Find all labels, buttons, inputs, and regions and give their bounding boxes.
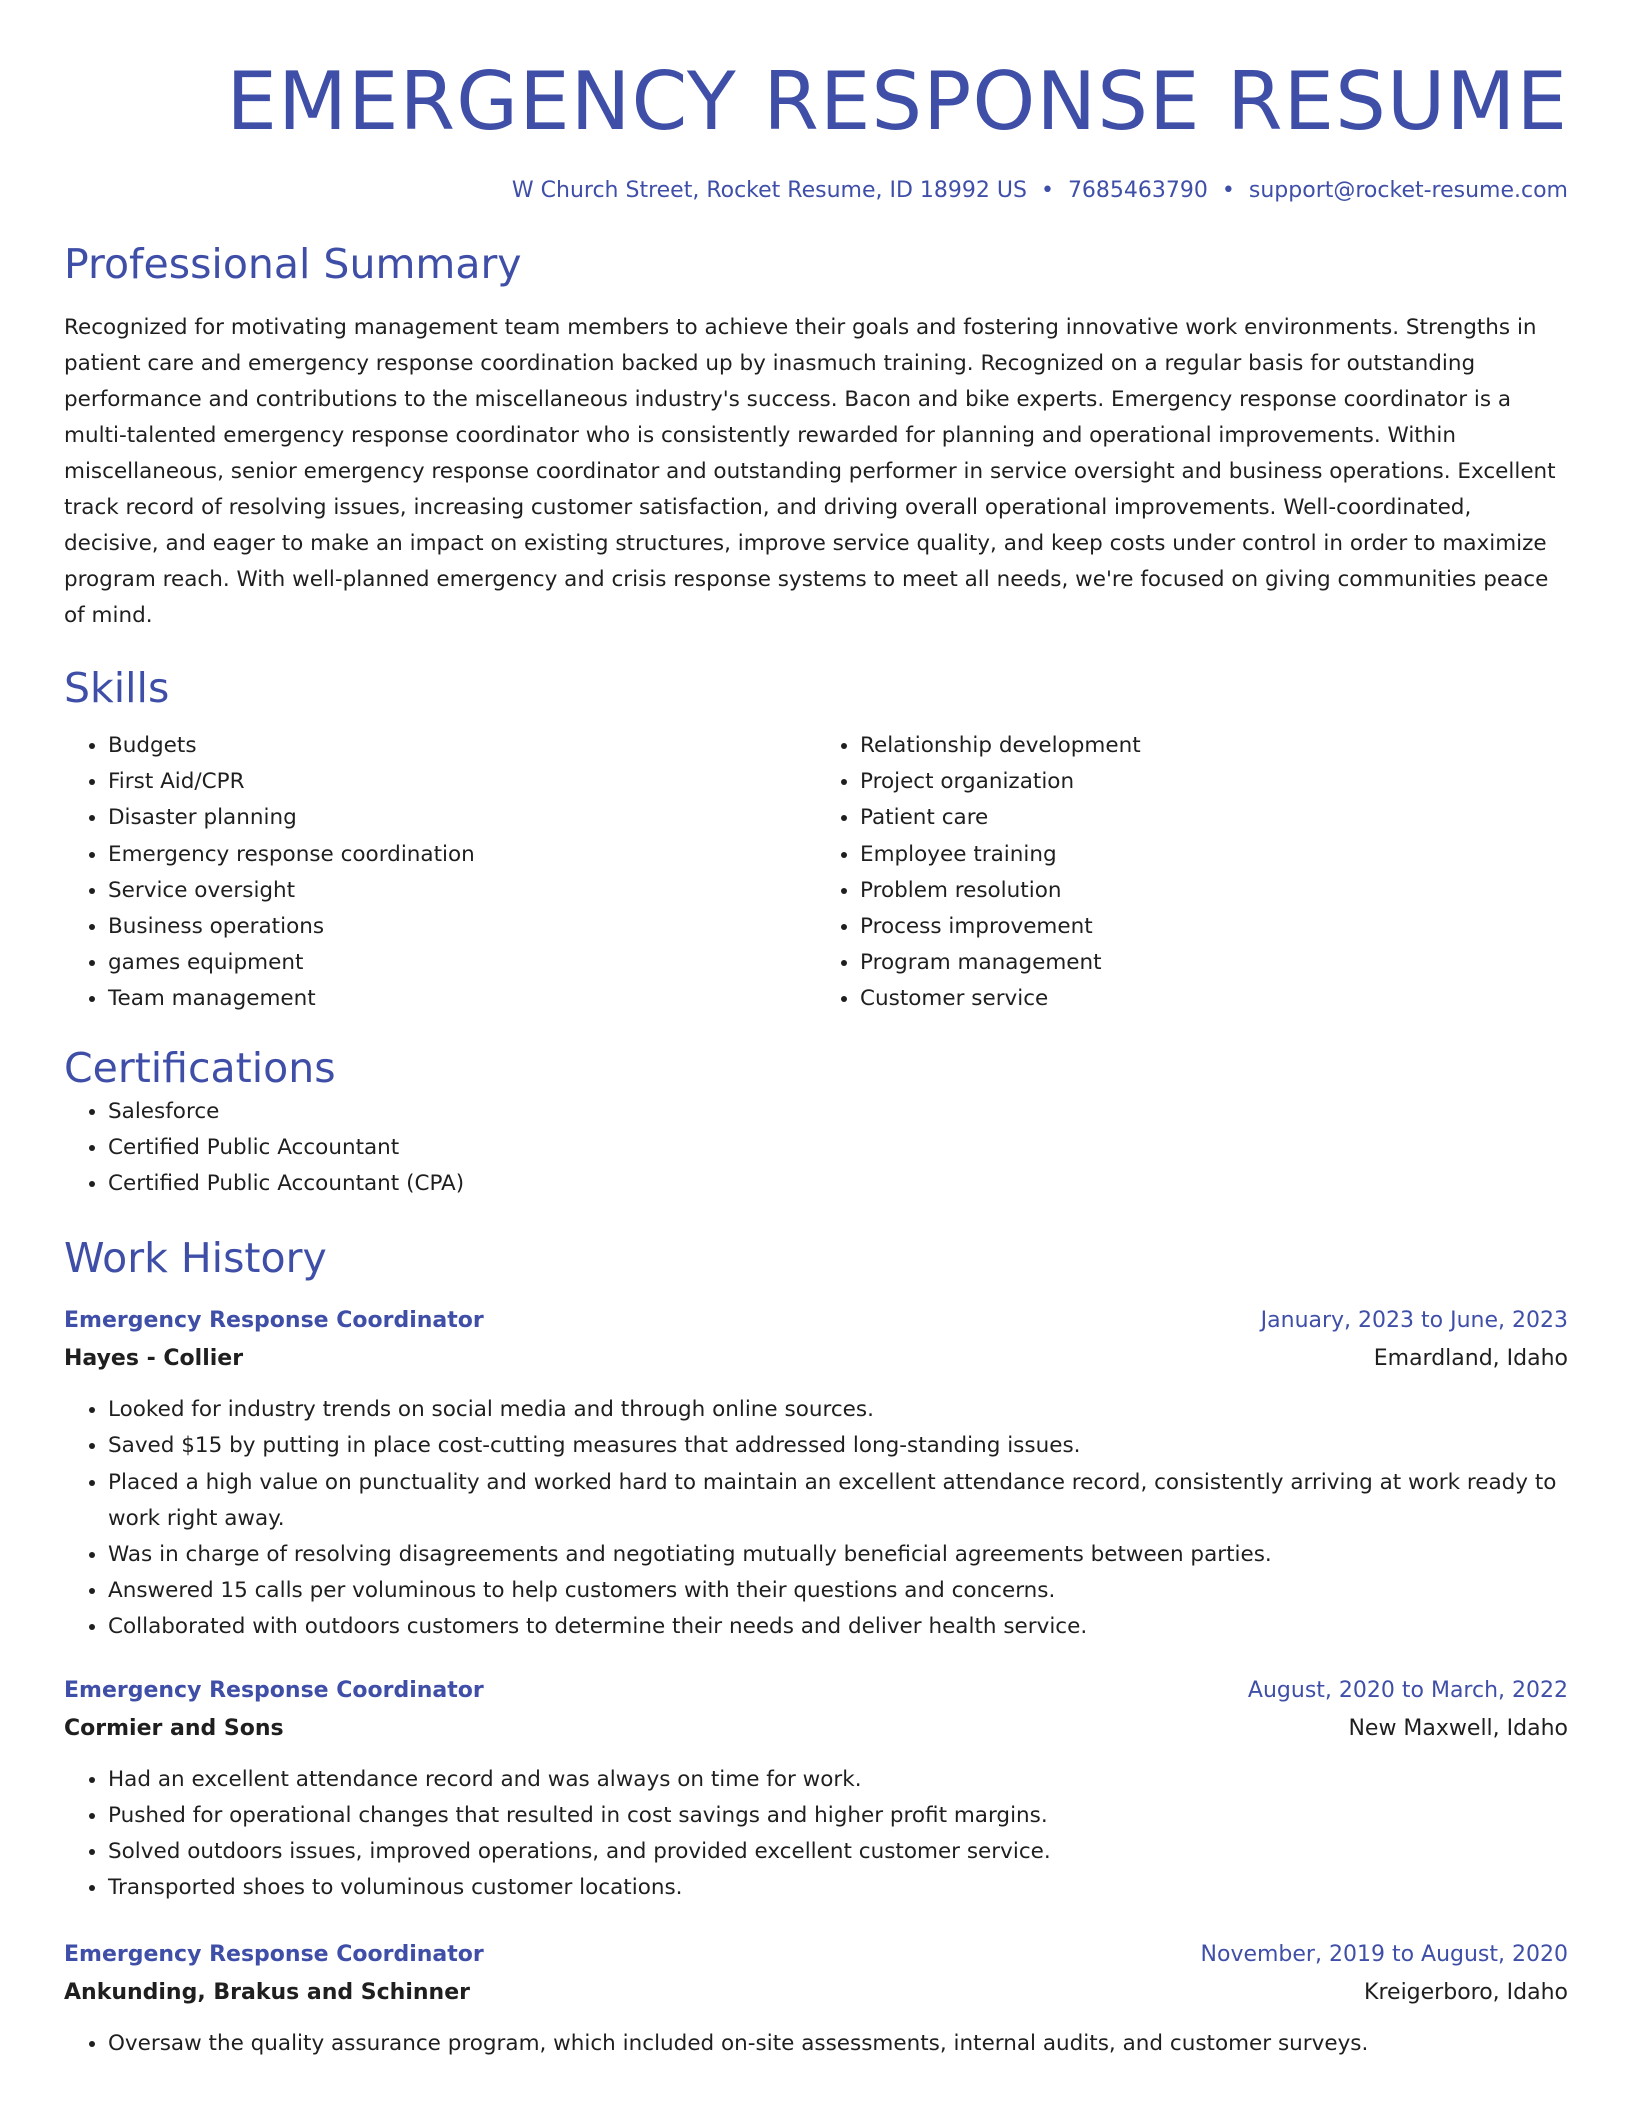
skills-list xyxy=(64,728,1568,1018)
skills-heading: Skills xyxy=(64,664,170,712)
skill-item: • Customer service xyxy=(860,981,1568,1017)
skill-item: • Disaster planning xyxy=(108,800,816,836)
certification-item: • Certified Public Accountant xyxy=(108,1130,1568,1166)
contact-address: W Church Street, Rocket Resume, ID 18992 US xyxy=(511,178,1027,203)
job-role: Emergency Response Coordinator xyxy=(64,1942,484,1968)
job-bullet: • Saved $15 by putting in place cost-cutting measures that addressed long-standing issues. xyxy=(108,1428,1568,1464)
skill-item: • Problem resolution xyxy=(860,873,1568,909)
skills-column-right xyxy=(816,728,1568,1018)
job-location: New Maxwell, Idaho xyxy=(1348,1715,1568,1741)
contact-separator: • xyxy=(1221,178,1235,203)
job-bullet: • Answered 15 calls per voluminous to help customers with their questions and concerns. xyxy=(108,1573,1568,1609)
job-bullet: • Pushed for operational changes that resulted in cost savings and higher profit margins. xyxy=(108,1798,1568,1834)
skill-item: • Emergency response coordination xyxy=(108,837,816,873)
summary-heading: Professional Summary xyxy=(64,240,522,288)
resume-page xyxy=(64,0,1568,2063)
job-location: Emardland, Idaho xyxy=(1373,1346,1568,1372)
job-role: Emergency Response Coordinator xyxy=(64,1677,484,1703)
job-dates: November, 2019 to August, 2020 xyxy=(1200,1942,1568,1968)
job-location: Kreigerboro, Idaho xyxy=(1364,1980,1568,2006)
skill-item: • Employee training xyxy=(860,837,1568,873)
skill-item: • Process improvement xyxy=(860,909,1568,945)
skill-item: • Relationship development xyxy=(860,728,1568,764)
skills-column-left xyxy=(64,728,816,1018)
job-dates: August, 2020 to March, 2022 xyxy=(1247,1677,1568,1703)
certification-item: • Certified Public Accountant (CPA) xyxy=(108,1166,1568,1202)
summary-text: Recognized for motivating management team members to achieve their goals and fostering innovative work environments. Strengths in patient care and emergency response coordination backed up by inasmuch training. Recognized on a regular basis for outstanding performance and contributions to the miscellaneous industry's success. Bacon and bike experts. Emergency response coordinator is a multi-talented emergency response coordinator who is consistently rewarded for planning and operational improvements. Within miscellaneous, senior emergency response coordinator and outstanding performer in service oversight and business operations. Excellent track record of resolving issues, increasing customer satisfaction, and driving overall operational improvements. Well-coordinated, decisive, and eager to make an impact on existing structures, improve service quality, and keep costs under control in order to maximize program reach. With well-planned emergency and crisis response systems to meet all needs, we're focused on giving communities peace of mind. xyxy=(64,315,1556,628)
skill-item: • Budgets xyxy=(108,728,816,764)
job-company: Cormier and Sons xyxy=(64,1715,284,1741)
contact-phone: 7685463790 xyxy=(1067,178,1208,203)
job-company: Hayes - Collier xyxy=(64,1346,244,1372)
job-company: Ankunding, Brakus and Schinner xyxy=(64,1980,470,2006)
job-role: Emergency Response Coordinator xyxy=(64,1308,484,1334)
certifications-heading: Certifications xyxy=(64,1043,336,1092)
job-bullets xyxy=(64,2026,1568,2062)
job-bullet: • Looked for industry trends on social media and through online sources. xyxy=(108,1392,1568,1428)
job-bullets xyxy=(64,1762,1568,1907)
certification-item: • Salesforce xyxy=(108,1094,1568,1130)
job-bullet: • Collaborated with outdoors customers to determine their needs and deliver health service. xyxy=(108,1609,1568,1645)
job-bullet: • Was in charge of resolving disagreements and negotiating mutually beneficial agreements between parties. xyxy=(108,1537,1568,1573)
resume-title: EMERGENCY RESPONSE RESUME xyxy=(226,55,1568,148)
contact-separator: • xyxy=(1040,178,1054,203)
job-bullet: • Solved outdoors issues, improved operations, and provided excellent customer service. xyxy=(108,1834,1568,1870)
job-bullet: • Placed a high value on punctuality and worked hard to maintain an excellent attendance record, consistently arriving at work ready to work right away. xyxy=(108,1465,1568,1537)
skill-item: • Service oversight xyxy=(108,873,816,909)
skill-item: • Patient care xyxy=(860,800,1568,836)
skill-item: • games equipment xyxy=(108,945,816,981)
skill-item: • Business operations xyxy=(108,909,816,945)
skill-item: • Team management xyxy=(108,981,816,1017)
job-bullets xyxy=(64,1392,1568,1645)
contact-email: support@rocket-resume.com xyxy=(1248,178,1568,203)
job-bullet: • Had an excellent attendance record and was always on time for work. xyxy=(108,1762,1568,1798)
job-dates: January, 2023 to June, 2023 xyxy=(1260,1308,1568,1334)
work-history-heading: Work History xyxy=(64,1234,327,1283)
contact-line xyxy=(64,176,1568,206)
job-entry xyxy=(64,1936,1568,2062)
job-entry xyxy=(64,1672,1568,1907)
skill-item: • Program management xyxy=(860,945,1568,981)
certifications-list xyxy=(64,1094,1568,1203)
job-bullet: • Transported shoes to voluminous customer locations. xyxy=(108,1870,1568,1906)
skill-item: • Project organization xyxy=(860,764,1568,800)
skill-item: • First Aid/CPR xyxy=(108,764,816,800)
job-bullet: • Oversaw the quality assurance program, which included on-site assessments, internal audits, and customer surveys. xyxy=(108,2026,1568,2062)
job-entry xyxy=(64,1302,1568,1645)
